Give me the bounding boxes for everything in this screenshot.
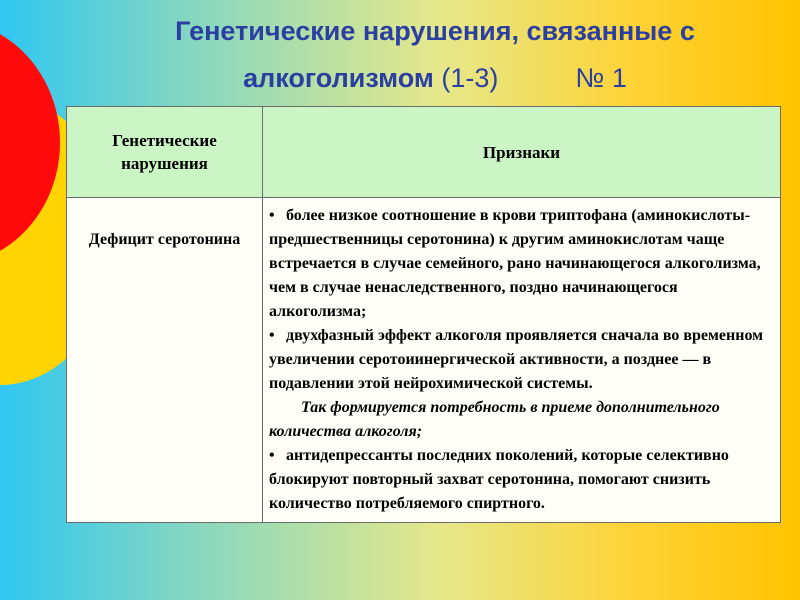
- genetic-disorders-table: [66, 106, 781, 523]
- sign-text: более низкое соотношение в крови триптофана (аминокислоты-предшественницы серотонина) к другим аминокислотам чаще встречается в случае семейного, рано начинающегося алкоголизма, чем в случае ненаследственного, поздно начинающегося алкоголизма;: [269, 207, 761, 320]
- header-signs: Признаки: [263, 107, 781, 198]
- signs-cell: [263, 198, 781, 523]
- sign-item: [269, 444, 772, 516]
- sign-text: двухфазный эффект алкоголя проявляется сначала во временном увеличении серотоиинергической активности, а позднее — в подавлении этой нейрохимической системы.: [269, 327, 764, 392]
- sign-text: антидепрессанты последних поколений, которые селективно блокируют повторный захват серотонина, помогают снизить количество потребляемого спиртного.: [269, 447, 729, 512]
- sign-item: [269, 324, 772, 396]
- table-row: [67, 198, 781, 523]
- sign-note: [269, 396, 772, 444]
- bullet-marker: •: [269, 447, 275, 464]
- disorder-cell: Дефицит серотонина: [67, 198, 263, 523]
- bullet-marker: •: [269, 327, 275, 344]
- title-range: (1-3): [441, 63, 499, 93]
- sign-note-text: Так формируется потребность в приеме дополнительного количества алкоголя;: [269, 399, 720, 440]
- table-header-row: [67, 107, 781, 198]
- slide-number: № 1: [575, 63, 627, 93]
- title-keyword: алкоголизмом: [243, 63, 434, 93]
- slide-title: [95, 8, 775, 102]
- bullet-marker: •: [269, 207, 275, 224]
- header-genetic-disorders: Генетические нарушения: [67, 107, 263, 198]
- title-line-2: [95, 55, 775, 102]
- title-line-1: Генетические нарушения, связанные с: [175, 16, 695, 46]
- sign-item: [269, 204, 772, 324]
